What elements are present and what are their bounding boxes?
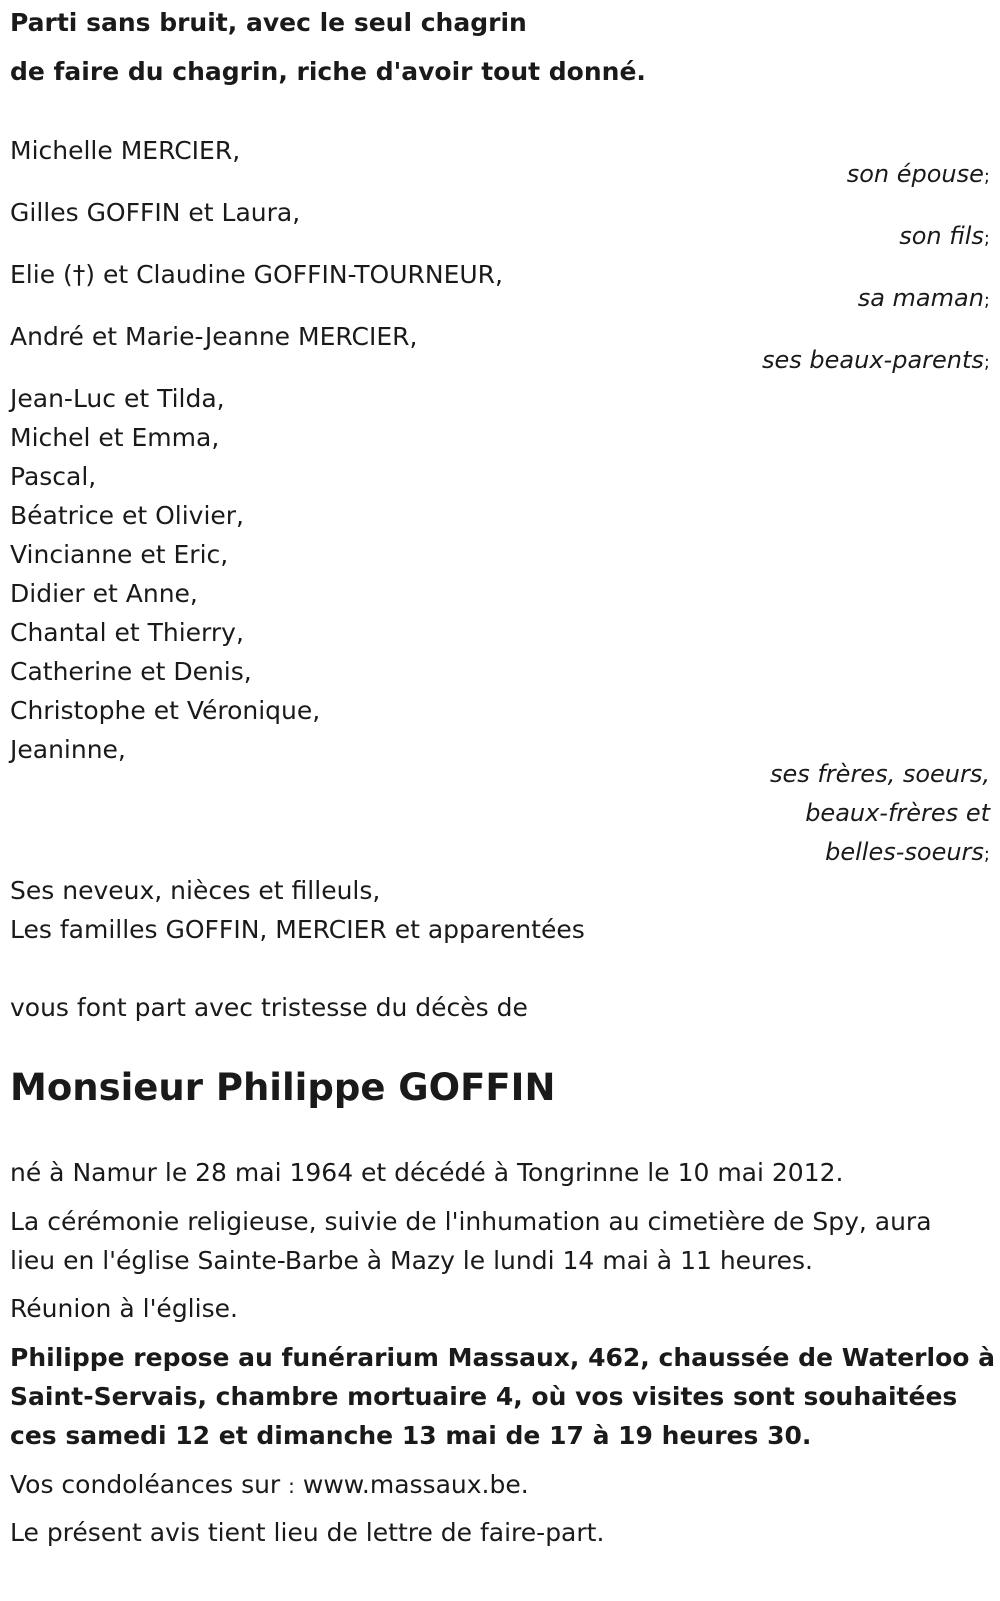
condolences-colon: :: [288, 1474, 295, 1498]
epigraph-line-1: Parti sans bruit, avec le seul chagrin: [10, 8, 527, 37]
condolences-label: Vos condoléances sur: [10, 1470, 289, 1499]
reunion: Réunion à l'église.: [10, 1294, 238, 1323]
sibling-name: Pascal,: [10, 462, 97, 491]
family-role-siblings-line-2: beaux-frères et: [805, 799, 990, 827]
birth-death: né à Namur le 28 mai 1964 et décédé à Tongrinne le 10 mai 2012.: [10, 1158, 844, 1187]
sibling-name: Vincianne et Eric,: [10, 540, 229, 569]
family-role-siblings-line-1: ses frères, soeurs,: [769, 760, 990, 788]
sibling-name: Didier et Anne,: [10, 579, 198, 608]
others-line-2: Les familles GOFFIN, MERCIER et apparentées: [10, 915, 585, 944]
family-name-in-laws: André et Marie-Jeanne MERCIER,: [10, 322, 418, 351]
ceremony-line-2: lieu en l'église Sainte-Barbe à Mazy le lundi 14 mai à 11 heures.: [10, 1246, 813, 1275]
closing: Le présent avis tient lieu de lettre de faire-part.: [10, 1518, 605, 1547]
sibling-name: Catherine et Denis,: [10, 657, 252, 686]
deceased-name: Monsieur Philippe GOFFIN: [10, 1066, 556, 1109]
sibling-name: Jeaninne,: [10, 735, 126, 764]
family-role-in-laws: ses beaux-parents;: [762, 346, 990, 374]
family-role-mother: sa maman;: [857, 284, 990, 312]
family-role-siblings-line-3: belles-soeurs;: [825, 838, 990, 866]
sibling-name: Béatrice et Olivier,: [10, 501, 244, 530]
sibling-name: Chantal et Thierry,: [10, 618, 244, 647]
sibling-name: Christophe et Véronique,: [10, 696, 321, 725]
visit-line-2: Saint-Servais, chambre mortuaire 4, où vos visites sont souhaitées: [10, 1382, 958, 1411]
sibling-name: Jean-Luc et Tilda,: [10, 384, 225, 413]
others-line-1: Ses neveux, nièces et filleuls,: [10, 876, 381, 905]
visit-line-3: ces samedi 12 et dimanche 13 mai de 17 à 19 heures 30.: [10, 1421, 812, 1450]
family-name-mother: Elie (†) et Claudine GOFFIN-TOURNEUR,: [10, 260, 503, 289]
condolences: [10, 1470, 529, 1499]
family-role-son: son fils;: [899, 222, 990, 250]
condolences-url: www.massaux.be.: [294, 1470, 529, 1499]
epigraph-line-2: de faire du chagrin, riche d'avoir tout donné.: [10, 57, 646, 86]
family-name-spouse: Michelle MERCIER,: [10, 136, 241, 165]
announcement: vous font part avec tristesse du décès de: [10, 993, 528, 1022]
ceremony-line-1: La cérémonie religieuse, suivie de l'inhumation au cimetière de Spy, aura: [10, 1207, 932, 1236]
family-role-spouse: son épouse;: [846, 160, 990, 188]
sibling-name: Michel et Emma,: [10, 423, 220, 452]
visit-line-1: Philippe repose au funérarium Massaux, 462, chaussée de Waterloo à: [10, 1343, 996, 1372]
family-name-son: Gilles GOFFIN et Laura,: [10, 198, 301, 227]
